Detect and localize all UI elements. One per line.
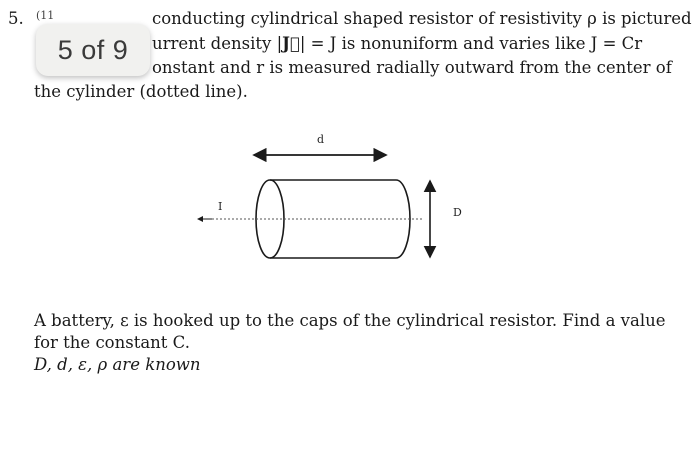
label-D: D: [453, 206, 462, 219]
page-indicator: 5 of 9: [36, 24, 150, 76]
problem-line-2b: | = J is nonuniform and varies like J = Cr: [299, 34, 643, 53]
problem-line-4: the cylinder (dotted line).: [34, 82, 248, 101]
label-d: d: [317, 133, 325, 146]
problem-fragment: (11: [36, 9, 55, 22]
question-line-2: for the constant C.: [34, 333, 190, 352]
problem-line-1: conducting cylindrical shaped resistor of resistivity ρ is pictured: [152, 9, 692, 28]
question-line-3: D, d, ε, ρ are known: [34, 355, 201, 374]
label-I: I: [218, 200, 223, 213]
current-density-vector: J⃗: [282, 34, 300, 53]
problem-line-2a: urrent density |: [152, 34, 283, 53]
cylinder-back-cap: [396, 180, 410, 258]
question-line-1: A battery, ε is hooked up to the caps of the cylindrical resistor. Find a value: [34, 311, 666, 330]
problem-line-3: onstant and r is measured radially outward from the center of: [152, 58, 672, 77]
problem-number: 5.: [8, 9, 24, 28]
